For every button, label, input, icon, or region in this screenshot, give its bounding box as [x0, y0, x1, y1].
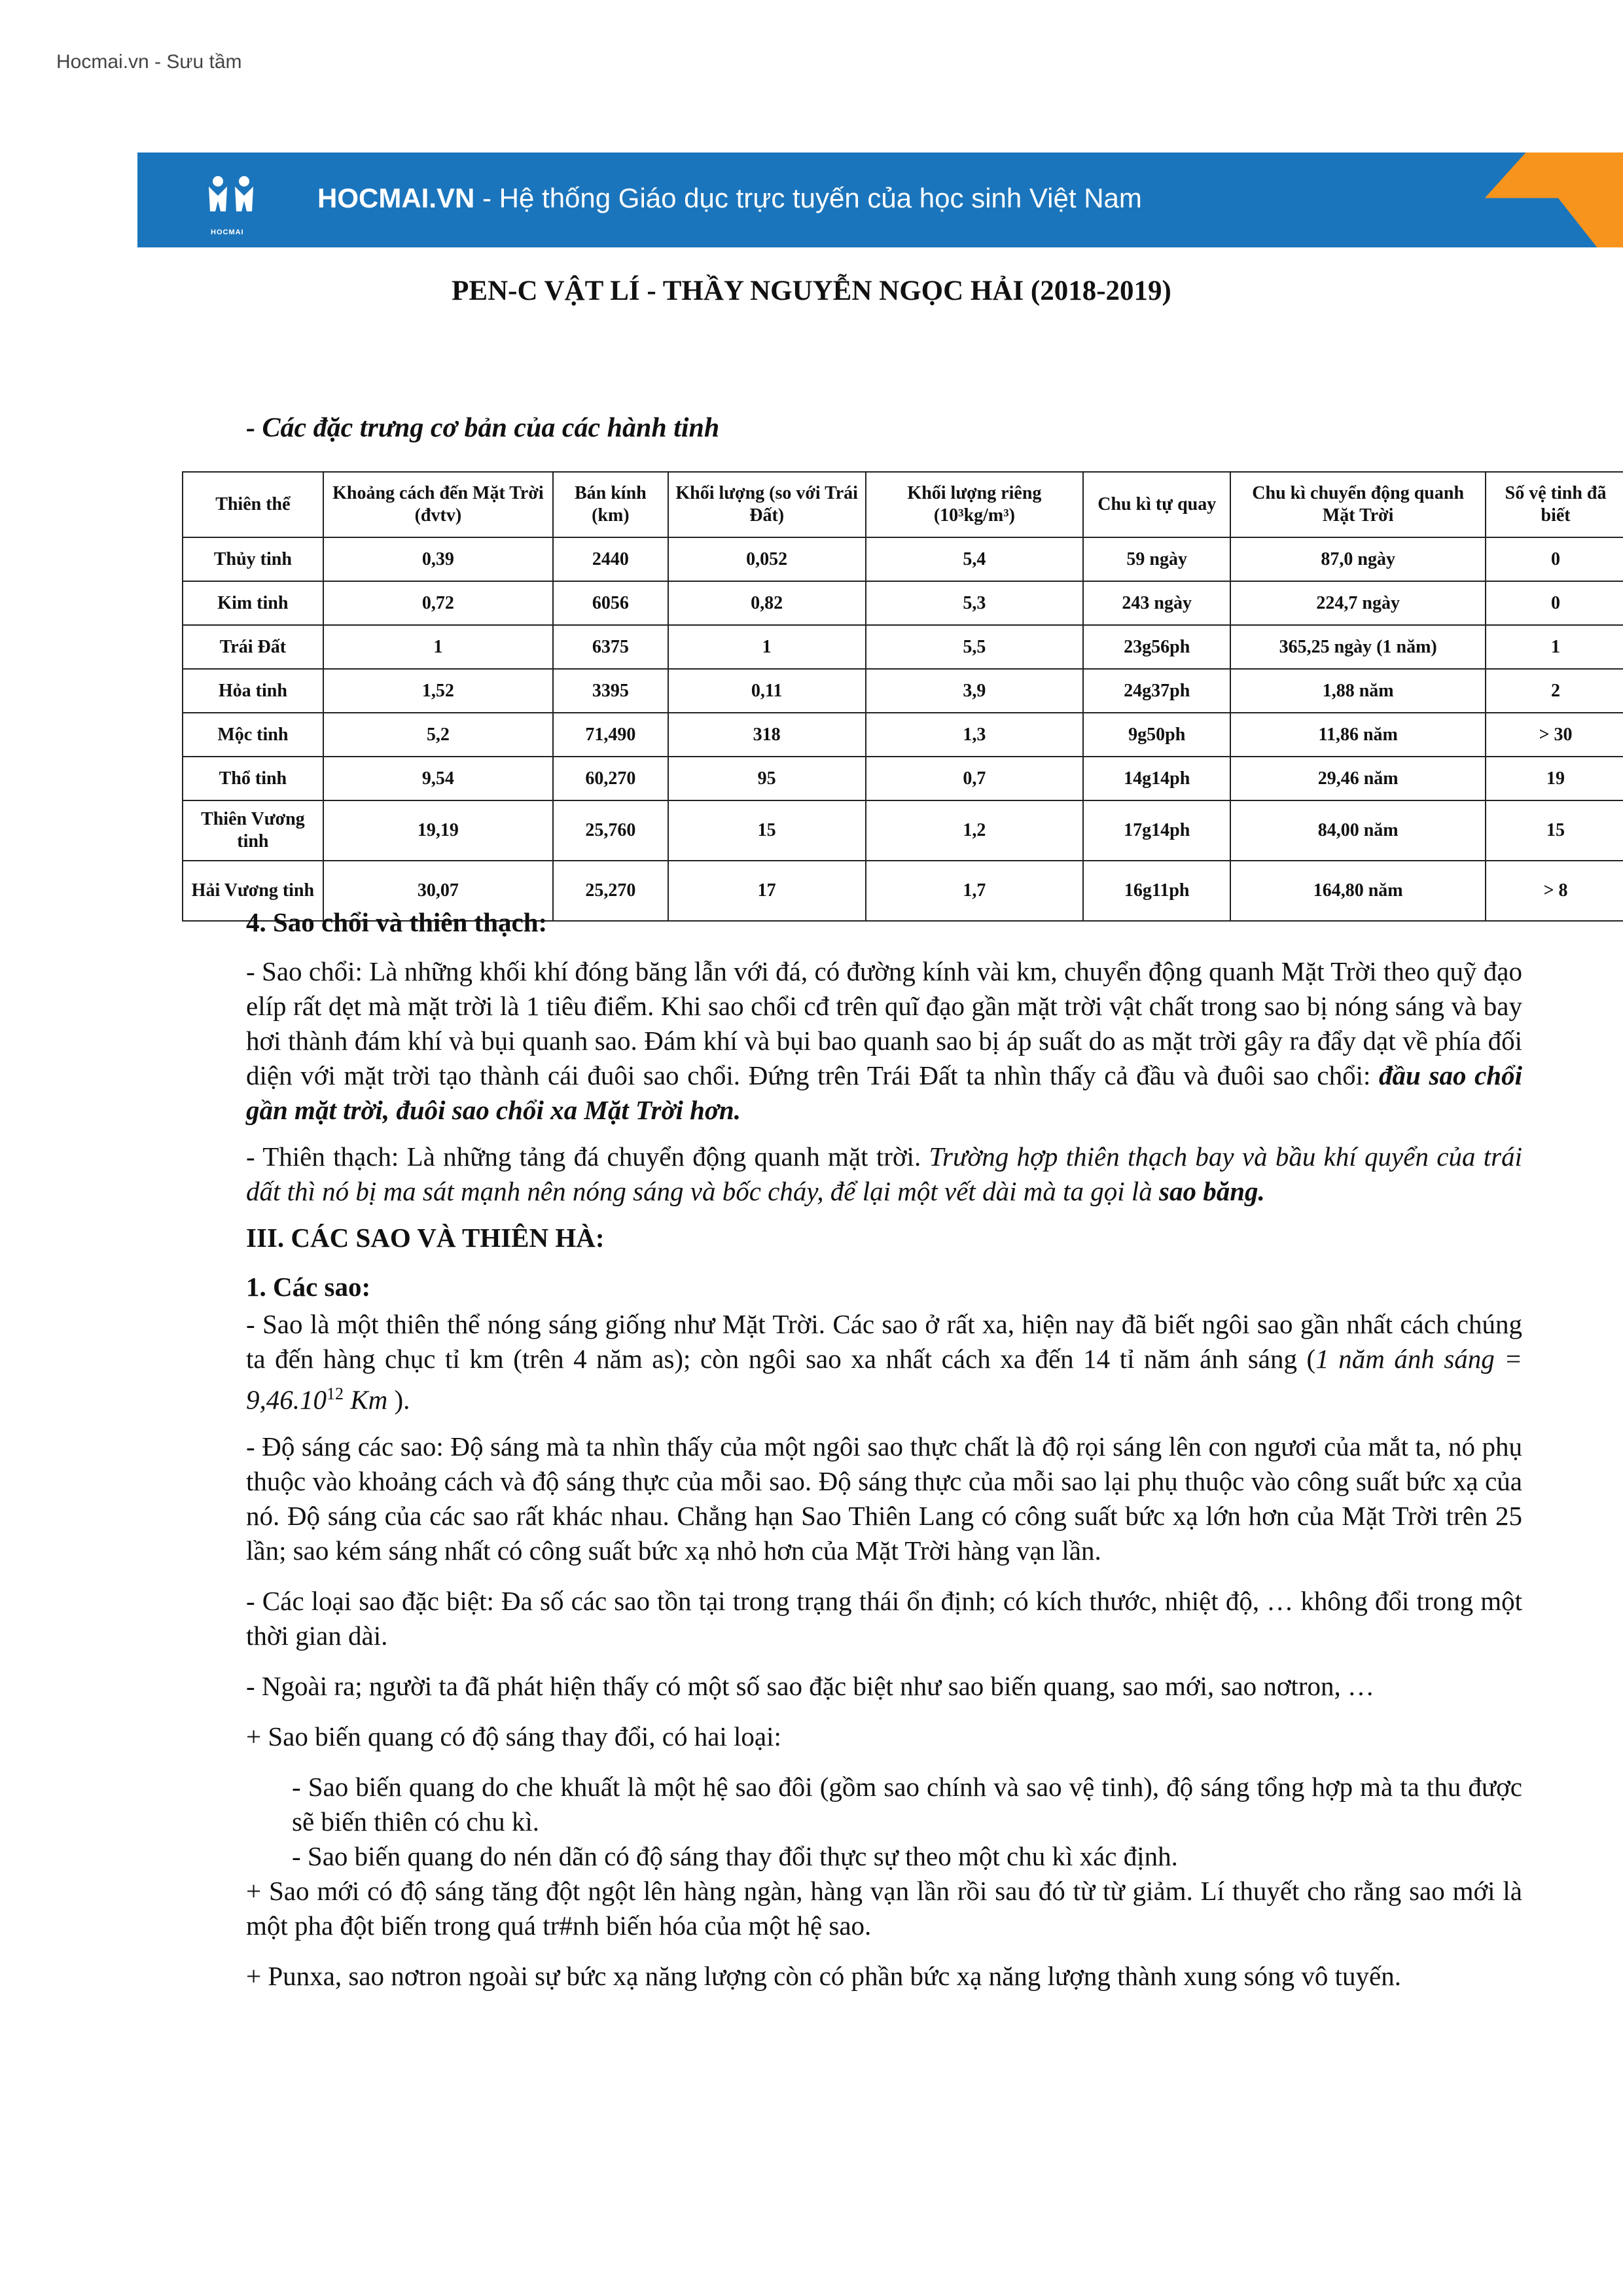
table-cell: 95: [668, 757, 866, 800]
table-cell: 11,86 năm: [1230, 713, 1486, 757]
table-cell: 15: [668, 800, 866, 861]
table-cell: 2440: [553, 537, 668, 581]
table-cell: 5,5: [866, 625, 1084, 669]
formula-exponent: 12: [327, 1384, 344, 1403]
table-cell: 0: [1486, 537, 1623, 581]
table-cell: Mộc tinh: [183, 713, 323, 757]
paragraph-stars: [246, 1307, 1522, 1418]
body-content: [246, 905, 1522, 1994]
table-cell: 15: [1486, 800, 1623, 861]
table-cell: 224,7 ngày: [1230, 581, 1486, 625]
table-cell: 3,9: [866, 669, 1084, 713]
table-cell: 0,82: [668, 581, 866, 625]
table-cell: 1,2: [866, 800, 1084, 861]
col-header: Khoảng cách đến Mặt Trời (đvtv): [323, 472, 553, 537]
table-cell: 30,07: [323, 861, 553, 921]
table-cell: 84,00 năm: [1230, 800, 1486, 861]
table-cell: 3395: [553, 669, 668, 713]
document-title: PEN-C VẬT LÍ - THẦY NGUYỄN NGỌC HẢI (2018-2019): [452, 276, 1171, 306]
table-cell: Kim tinh: [183, 581, 323, 625]
table-cell: 1,7: [866, 861, 1084, 921]
table-cell: 19,19: [323, 800, 553, 861]
table-cell: 243 ngày: [1083, 581, 1230, 625]
table-cell: 0,052: [668, 537, 866, 581]
table-cell: 318: [668, 713, 866, 757]
text-span: - Thiên thạch: Là những tảng đá chuyển động quanh mặt trời.: [246, 1141, 929, 1172]
table-cell: 1,3: [866, 713, 1084, 757]
table-cell: 2: [1486, 669, 1623, 713]
table-header-row: [183, 472, 1623, 537]
formula-unit: Km: [344, 1384, 388, 1415]
table-cell: Trái Đất: [183, 625, 323, 669]
table-cell: > 8: [1486, 861, 1623, 921]
hocmai-logo-icon: [206, 172, 259, 231]
table-cell: 365,25 ngày (1 năm): [1230, 625, 1486, 669]
table-cell: 23g56ph: [1083, 625, 1230, 669]
table-cell: 9g50ph: [1083, 713, 1230, 757]
table-row: [183, 625, 1623, 669]
table-cell: 25,270: [553, 861, 668, 921]
table-cell: 0,7: [866, 757, 1084, 800]
col-header: Khối lượng riêng (10³kg/m³): [866, 472, 1084, 537]
logo-caption: HOCMAI: [211, 228, 244, 236]
paragraph-pulsating: - Sao biến quang do nén dãn có độ sáng thay đổi thực sự theo một chu kì xác định.: [292, 1840, 1178, 1871]
table-cell: 1,88 năm: [1230, 669, 1486, 713]
formula: 1 năm ánh sáng = 9,46.10: [246, 1344, 1522, 1415]
table-row: [183, 669, 1623, 713]
table-cell: 0: [1486, 581, 1623, 625]
table-cell: 6056: [553, 581, 668, 625]
table-row: [183, 757, 1623, 800]
table-cell: > 30: [1486, 713, 1623, 757]
banner-orange-stripe: [1407, 152, 1623, 247]
table-cell: 1: [323, 625, 553, 669]
emphasis-text: đầu sao chổi gần mặt trời, đuôi sao chổi xa Mặt Trời hơn.: [246, 1060, 1522, 1125]
col-header: Chu kì chuyển động quanh Mặt Trời: [1230, 472, 1486, 537]
table-cell: 5,2: [323, 713, 553, 757]
text-span: ).: [387, 1384, 410, 1415]
text-span: - Sao là một thiên thể nóng sáng giống như Mặt Trời. Các sao ở rất xa, hiện nay đã biết ngôi sao gần nhất cách chúng ta đến hàng chục tỉ km (trên 4 năm as); còn ngôi sao xa nhất cách xa đến 14 tỉ năm ánh sáng (: [246, 1309, 1522, 1374]
table-cell: 24g37ph: [1083, 669, 1230, 713]
paragraph-pulsars: + Punxa, sao nơtron ngoài sự bức xạ năng lượng còn có phần bức xạ năng lượng thành xung sóng vô tuyến.: [246, 1960, 1401, 1991]
emphasis-text: Trường hợp thiên thạch bay và bầu khí quyển của trái dất thì nó bị ma sát mạnh nên nóng sáng và bốc cháy, để lại một vết dài mà ta gọi là: [246, 1141, 1522, 1206]
emphasis-text: sao băng.: [1159, 1176, 1265, 1206]
paragraph-brightness: - Độ sáng các sao: Độ sáng mà ta nhìn thấy của một ngôi sao thực chất là độ rọi sáng lên con ngươi của mắt ta, nó phụ thuộc vào khoảng cách và độ sáng thực của mỗi sao. Độ sáng thực của mỗi sao lại phụ thuộc vào công suất bức xạ của nó. Độ sáng của các sao rất khác nhau. Chẳng hạn Sao Thiên Lang có công suất bức xạ lớn hơn của Mặt Trời trên 25 lần; sao kém sáng nhất có công suất bức xạ nhỏ hơn của Mặt Trời hàng vạn lần.: [246, 1431, 1522, 1566]
table-cell: 29,46 năm: [1230, 757, 1486, 800]
table-row: [183, 537, 1623, 581]
table-row: [183, 713, 1623, 757]
table-cell: 0,72: [323, 581, 553, 625]
paragraph-other-stars: - Ngoài ra; người ta đã phát hiện thấy có một số sao đặc biệt như sao biến quang, sao mới, sao nơtron, …: [246, 1670, 1375, 1701]
paragraph-novae: + Sao mới có độ sáng tăng đột ngột lên hàng ngàn, hàng vạn lần rồi sau đó từ từ giảm. Lí thuyết cho rằng sao mới là một pha đột biến trong quá tr#nh biến hóa của một hệ sao.: [246, 1875, 1522, 1941]
table-cell: 17g14ph: [1083, 800, 1230, 861]
table-cell: Hỏa tinh: [183, 669, 323, 713]
paragraph-special-stars: - Các loại sao đặc biệt: Đa số các sao tồn tại trong trạng thái ổn định; có kích thước, nhiệt độ, … không đổi trong một thời gian dài.: [246, 1585, 1522, 1651]
paragraph-meteors: [246, 1139, 1522, 1209]
table-cell: Thổ tinh: [183, 757, 323, 800]
brand-tagline: - Hệ thống Giáo dục trực tuyến của học sinh Việt Nam: [474, 183, 1142, 213]
table-row: [183, 581, 1623, 625]
table-cell: 87,0 ngày: [1230, 537, 1486, 581]
table-cell: 1: [668, 625, 866, 669]
table-cell: Thủy tinh: [183, 537, 323, 581]
table-cell: 71,490: [553, 713, 668, 757]
table-cell: 17: [668, 861, 866, 921]
paragraph-comets: [246, 954, 1522, 1128]
brand-name: HOCMAI.VN: [317, 183, 475, 213]
table-cell: Thiên Vương tinh: [183, 800, 323, 861]
table-cell: 1,52: [323, 669, 553, 713]
col-header: Thiên thể: [183, 472, 323, 537]
col-header: Chu kì tự quay: [1083, 472, 1230, 537]
heading-stars: 1. Các sao:: [246, 1272, 371, 1302]
table-cell: 9,54: [323, 757, 553, 800]
table-cell: 19: [1486, 757, 1623, 800]
planet-table: [182, 471, 1623, 922]
table-cell: 164,80 năm: [1230, 861, 1486, 921]
source-label: Hocmai.vn - Sưu tầm: [56, 51, 242, 73]
paragraph-variable-stars: + Sao biến quang có độ sáng thay đổi, có hai loại:: [246, 1721, 781, 1751]
paragraph-eclipsing: - Sao biến quang do che khuất là một hệ sao đôi (gồm sao chính và sao vệ tinh), độ sáng tổng hợp mà ta thu được sẽ biến thiên có chu kì.: [292, 1771, 1522, 1837]
table-cell: 59 ngày: [1083, 537, 1230, 581]
table-cell: 14g14ph: [1083, 757, 1230, 800]
table-cell: 0,39: [323, 537, 553, 581]
table-cell: 60,270: [553, 757, 668, 800]
banner-brand: [317, 183, 1142, 214]
table-cell: Hải Vương tinh: [183, 861, 323, 921]
table-cell: 1: [1486, 625, 1623, 669]
table-cell: 5,4: [866, 537, 1084, 581]
table-row: [183, 800, 1623, 861]
col-header: Số vệ tinh đã biết: [1486, 472, 1623, 537]
table-cell: 6375: [553, 625, 668, 669]
col-header: Khối lượng (so với Trái Đất): [668, 472, 866, 537]
section-heading: - Các đặc trưng cơ bản của các hành tinh: [246, 413, 720, 443]
col-header: Bán kính (km): [553, 472, 668, 537]
heading-comets: 4. Sao chổi và thiên thạch:: [246, 907, 548, 937]
table-cell: 5,3: [866, 581, 1084, 625]
table-cell: 16g11ph: [1083, 861, 1230, 921]
heading-stars-galaxies: III. CÁC SAO VÀ THIÊN HÀ:: [246, 1223, 605, 1253]
table-cell: 0,11: [668, 669, 866, 713]
header-banner: [137, 152, 1623, 247]
text-span: - Sao chổi: Là những khối khí đóng băng lẫn với đá, có đường kính vài km, chuyển động quanh Mặt Trời theo quỹ đạo elíp rất dẹt mà mặt trời là 1 tiêu điểm. Khi sao chổi cđ trên quĩ đạo gần mặt trời vật chất trong sao bị nóng sáng và bay hơi thành đám khí và bụi quanh sao. Đám khí và bụi bao quanh sao bị áp suất do as mặt trời gây ra đẩy dạt về phía đối diện với mặt trời tạo thành cái đuôi sao chổi. Đứng trên Trái Đất ta nhìn thấy cả đầu và đuôi sao chổi:: [246, 956, 1522, 1090]
table-cell: 25,760: [553, 800, 668, 861]
